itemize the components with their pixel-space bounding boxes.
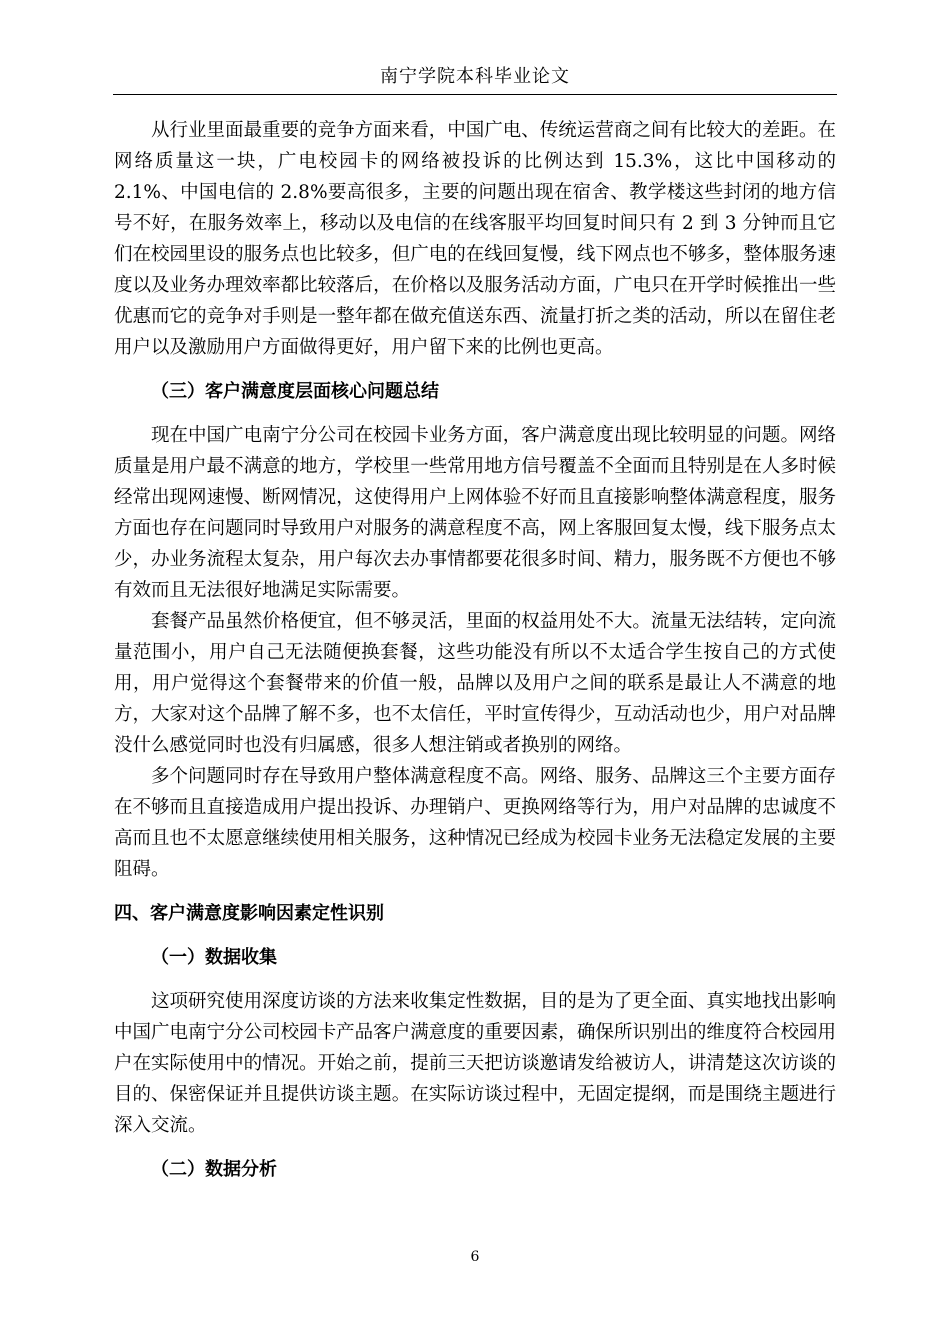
paragraph-competition: 从行业里面最重要的竞争方面来看，中国广电、传统运营商之间有比较大的差距。在网络质量这一块，广电校园卡的网络被投诉的比例达到 15.3%，这比中国移动的 2.1%、中国电信的 2.8%要高很多，主要的问题出现在宿舍、教学楼这些封闭的地方信号不好，在服务效率上，移动以及电信的在线客服平均回复时间只有 2 到 3 分钟而且它们在校园里设的服务点也比较多，但广电的在线回复慢，线下网点也不够多，整体服务速度以及业务办理效率都比较落后，在价格以及服务活动方面，广电只在开学时候推出一些优惠而它的竞争对手则是一整年都在做充值送东西、流量打折之类的活动，所以在留住老用户以及激励用户方面做得更好，用户留下来的比例也更高。 (114, 120, 836, 358)
paragraph-data-collection: 这项研究使用深度访谈的方法来收集定性数据，目的是为了更全面、真实地找出影响中国广电南宁分公司校园卡产品客户满意度的重要因素，确保所识别出的维度符合校园用户在实际使用中的情况。开始之前，提前三天把访谈邀请发给被访人，讲清楚这次访谈的目的、保密保证并且提供访谈主题。在实际访谈过程中，无固定提纲，而是围绕主题进行深入交流。 (114, 991, 836, 1136)
paragraph-overall-satisfaction: 多个问题同时存在导致用户整体满意程度不高。网络、服务、品牌这三个主要方面存在不够而且直接造成用户提出投诉、办理销户、更换网络等行为，用户对品牌的忠诚度不高而且也不太愿意继续使用相关服务，这种情况已经成为校园卡业务无法稳定发展的主要阻碍。 (114, 766, 836, 880)
paragraph-satisfaction-issues: 现在中国广电南宁分公司在校园卡业务方面，客户满意度出现比较明显的问题。网络质量是用户最不满意的地方，学校里一些常用地方信号覆盖不全面而且特别是在人多时候经常出现网速慢、断网情况，这使得用户上网体验不好而且直接影响整体满意程度，服务方面也存在问题同时导致用户对服务的满意程度不高，网上客服回复太慢，线下服务点太少，办业务流程太复杂，用户每次去办事情都要花很多时间、精力，服务既不方便也不够有效而且无法很好地满足实际需要。 (114, 425, 836, 601)
header-divider (113, 94, 837, 95)
running-header: 南宁学院本科毕业论文 (380, 66, 570, 87)
subsection-heading-data-analysis: （二）数据分析 (151, 1159, 277, 1180)
paragraph-package-products: 套餐产品虽然价格便宜，但不够灵活，里面的权益用处不大。流量无法结转，定向流量范围小，用户自己无法随便换套餐，这些功能没有所以不太适合学生按自己的方式使用，用户觉得这个套餐带来的价值一般，品牌以及用户之间的联系是最让人不满意的地方，大家对这个品牌了解不多，也不太信任，平时宣传得少，互动活动也少，用户对品牌没什么感觉同时也没有归属感，很多人想注销或者换别的网络。 (114, 611, 836, 756)
page-number: 6 (470, 1249, 480, 1265)
chapter-heading-qualitative-identification: 四、客户满意度影响因素定性识别 (114, 903, 384, 924)
section-heading-core-issues: （三）客户满意度层面核心问题总结 (151, 381, 439, 402)
subsection-heading-data-collection: （一）数据收集 (151, 947, 277, 968)
document-body (114, 115, 836, 1198)
